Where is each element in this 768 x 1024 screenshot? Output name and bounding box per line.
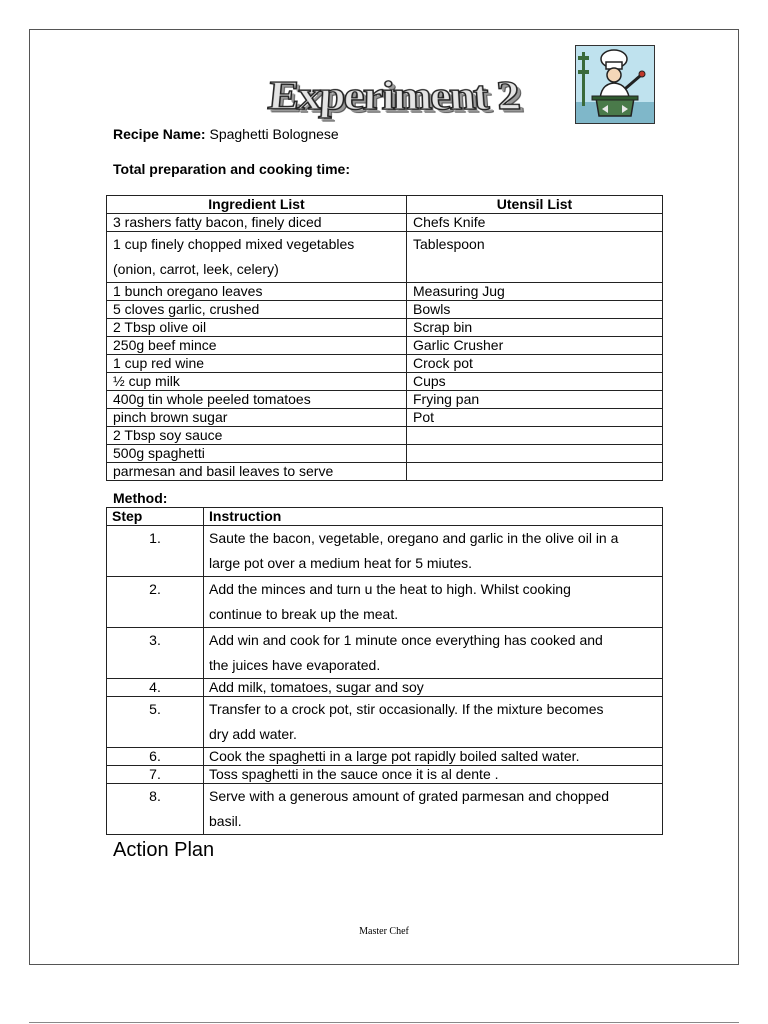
method-table (106, 507, 663, 835)
instruction-line: Serve with a generous amount of grated parmesan and chopped (209, 788, 610, 804)
ingredient-cell (107, 232, 407, 283)
page-bottom-rule (29, 1022, 739, 1023)
recipe-name-label: Recipe Name: (113, 126, 206, 142)
utensil-cell (407, 463, 663, 481)
page-footer: Master Chef (359, 926, 409, 937)
table-row (107, 373, 663, 391)
instruction-cell (204, 628, 663, 679)
step-header: Step (107, 508, 204, 526)
instruction-line: Add the minces and turn u the heat to high. Whilst cooking (209, 581, 571, 597)
step-number: 2. (107, 577, 204, 628)
utensil-cell: Measuring Jug (407, 283, 663, 301)
table-row (107, 679, 663, 697)
ingredient-cell: 250g beef mince (107, 337, 407, 355)
ingredient-cell: 400g tin whole peeled tomatoes (107, 391, 407, 409)
step-number: 6. (107, 748, 204, 766)
step-number: 4. (107, 679, 204, 697)
page-title: Experiment 2 (265, 73, 521, 119)
document-page (29, 29, 739, 965)
utensil-cell: Garlic Crusher (407, 337, 663, 355)
title-wordart (265, 68, 521, 119)
table-row (107, 337, 663, 355)
ingredient-list-header: Ingredient List (107, 196, 407, 214)
utensil-cell: Tablespoon (407, 232, 663, 283)
ingredient-cell: pinch brown sugar (107, 409, 407, 427)
recipe-name-value: Spaghetti Bolognese (209, 126, 339, 142)
table-row (107, 214, 663, 232)
ingredient-cell: parmesan and basil leaves to serve (107, 463, 407, 481)
ingredient-cell: 3 rashers fatty bacon, finely diced (107, 214, 407, 232)
instruction-line: large pot over a medium heat for 5 miutes. (209, 555, 473, 571)
instruction-line: Saute the bacon, vegetable, oregano and garlic in the olive oil in a (209, 530, 619, 546)
instruction-cell (204, 577, 663, 628)
instruction-cell (204, 697, 663, 748)
instruction-line: the juices have evaporated. (209, 657, 381, 673)
instruction-line: dry add water. (209, 726, 297, 742)
ingredient-cell: 2 Tbsp olive oil (107, 319, 407, 337)
ingredient-cell: 1 bunch oregano leaves (107, 283, 407, 301)
utensil-cell: Bowls (407, 301, 663, 319)
instruction-header: Instruction (204, 508, 663, 526)
ingredients-table (106, 195, 663, 481)
utensil-cell: Crock pot (407, 355, 663, 373)
table-row (107, 427, 663, 445)
total-time-label: Total preparation and cooking time: (113, 161, 350, 177)
table-row (107, 577, 663, 628)
step-number: 8. (107, 784, 204, 835)
ingredient-cell: 5 cloves garlic, crushed (107, 301, 407, 319)
table-row (107, 391, 663, 409)
method-label: Method: (113, 490, 168, 506)
utensil-list-header: Utensil List (407, 196, 663, 214)
table-row (107, 748, 663, 766)
utensil-cell: Frying pan (407, 391, 663, 409)
ingredient-line: 1 cup finely chopped mixed vegetables (113, 236, 355, 252)
instruction-cell (204, 526, 663, 577)
utensil-cell (407, 445, 663, 463)
ingredients-header-row (107, 196, 663, 214)
table-row (107, 301, 663, 319)
method-header-row (107, 508, 663, 526)
table-row (107, 355, 663, 373)
instruction-cell (204, 784, 663, 835)
instruction-cell: Toss spaghetti in the sauce once it is al dente . (204, 766, 663, 784)
table-row (107, 409, 663, 427)
recipe-name-field (113, 126, 339, 142)
ingredient-line: (onion, carrot, leek, celery) (113, 261, 279, 277)
instruction-line: Transfer to a crock pot, stir occasionally. If the mixture becomes (209, 701, 604, 717)
table-row (107, 784, 663, 835)
action-plan-heading: Action Plan (113, 839, 215, 861)
step-number: 3. (107, 628, 204, 679)
ingredient-cell: 500g spaghetti (107, 445, 407, 463)
chef-cooking-icon (575, 45, 655, 124)
table-row (107, 463, 663, 481)
utensil-cell: Cups (407, 373, 663, 391)
instruction-line: continue to break up the meat. (209, 606, 399, 622)
table-row (107, 697, 663, 748)
ingredient-cell: 2 Tbsp soy sauce (107, 427, 407, 445)
ingredient-cell: 1 cup red wine (107, 355, 407, 373)
table-row (107, 319, 663, 337)
table-row (107, 445, 663, 463)
utensil-cell (407, 427, 663, 445)
table-row (107, 628, 663, 679)
instruction-cell: Cook the spaghetti in a large pot rapidly boiled salted water. (204, 748, 663, 766)
instruction-line: Add win and cook for 1 minute once everything has cooked and (209, 632, 603, 648)
table-row (107, 526, 663, 577)
table-row (107, 283, 663, 301)
step-number: 1. (107, 526, 204, 577)
instruction-cell: Add milk, tomatoes, sugar and soy (204, 679, 663, 697)
utensil-cell: Chefs Knife (407, 214, 663, 232)
ingredient-cell: ½ cup milk (107, 373, 407, 391)
table-row (107, 232, 663, 283)
table-row (107, 766, 663, 784)
instruction-line: basil. (209, 813, 242, 829)
step-number: 5. (107, 697, 204, 748)
utensil-cell: Scrap bin (407, 319, 663, 337)
step-number: 7. (107, 766, 204, 784)
utensil-cell: Pot (407, 409, 663, 427)
